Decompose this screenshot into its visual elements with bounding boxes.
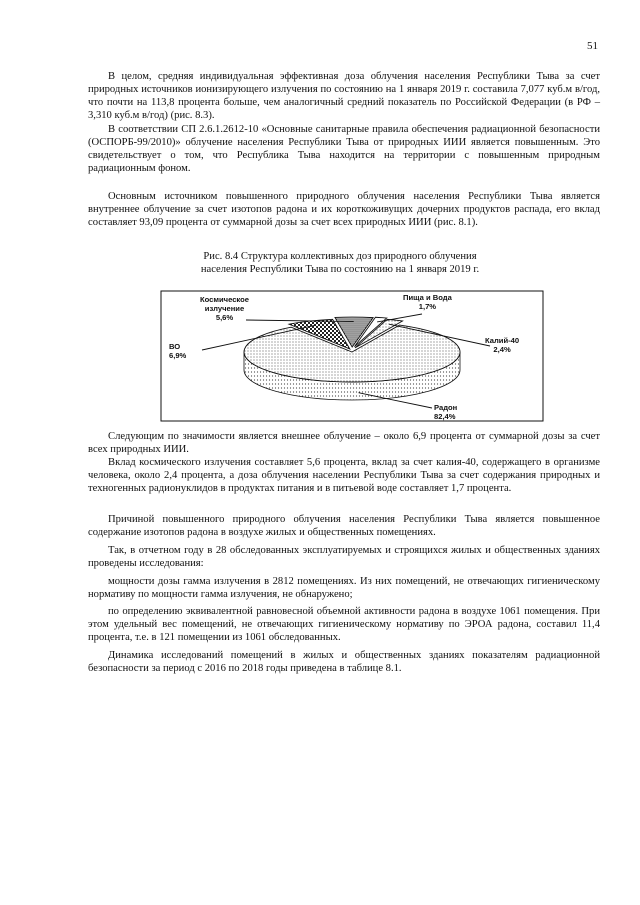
paragraph-contributions: Вклад космического излучения составляет 5,6 процента, вклад за счет калия-40, содержащего в организме человека, около 2,4 процента, а доза облучения населении Республики Тыва за счет содержания природных и техногенных радионуклидов в продуктах питания и в питьевой воде составляет 1,7 процента. (88, 457, 600, 494)
label-food-water: Пища и Вода 1,7% (403, 293, 452, 311)
page-number: 51 (587, 40, 598, 52)
figure-caption-line-2: населения Республики Тыва по состоянию на 1 января 2019 г. (200, 264, 480, 275)
paragraph-radon-source: Основным источником повышенного природного облучения населения Республики Тыва является внутреннее облучение за счет изотопов радона и их короткоживущих дочерних продуктов распада, его вклад составляет 93,09 процента от суммарной дозы за счет всех природных ИИИ (рис. 8.1). (88, 191, 600, 228)
label-potassium: Калий-40 2,4% (485, 336, 520, 354)
paragraph-cause: Причиной повышенного природного облучения населения Республики Тыва является повышенное содержание изотопов радона в воздухе жилых и общественных помещениях. (88, 514, 600, 538)
label-external: ВО 6,9% (169, 342, 187, 360)
figure-caption-line-1: Рис. 8.4 Структура коллективных доз природного облучения (203, 251, 477, 262)
paragraph-radon-eroa: по определению эквивалентной равновесной объемной активности радона в воздухе 1061 помещения. При этом удельный вес помещений, не отвечающих гигиеническому нормативу по ЭРОА радона, составил 11,4 процента, т.е. в 121 помещении из 1061 обследованных. (88, 606, 600, 643)
paragraph-gamma: мощности дозы гамма излучения в 2812 помещениях. Из них помещений, не отвечающих гигиеническому нормативу по мощности гамма излучения, не обнаружено; (88, 576, 600, 600)
figure-caption (130, 250, 550, 276)
pie-chart (160, 290, 544, 422)
paragraph-sanitary-rules: В соответствии СП 2.6.1.2612-10 «Основные санитарные правила обеспечения радиационной безопасности (ОСПОРБ-99/2010)» облучение населения Республики Тыва от природных ИИИ является повышенным. Это свидетельствует о том, что Республика Тыва находится на территории с повышенным природным радиационным фоном. (88, 124, 600, 174)
paragraph-average-dose: В целом, средняя индивидуальная эффективная доза облучения населения Республики Тыва за счет природных источников ионизирующего излучения по состоянию на 1 января 2019 г. составила 7,077 куб.м в/год, что почти на 113,8 процента больше, чем аналогичный средний показатель по Российской Федерации (в РФ – 3,310 куб.м в/год) (рис. 8.3). (88, 71, 600, 121)
label-radon: Радон 82,4% (434, 403, 458, 421)
label-cosmic: Космическое излучение 5,6% (200, 295, 249, 322)
paragraph-buildings: Так, в отчетном году в 28 обследованных эксплуатируемых и строящихся жилых и общественных зданиях проведены исследования: (88, 545, 600, 569)
paragraph-dynamics: Динамика исследований помещений в жилых и общественных зданиях показателям радиационной безопасности за период с 2016 по 2018 годы приведена в таблице 8.1. (88, 650, 600, 674)
paragraph-external: Следующим по значимости является внешнее облучение – около 6,9 процента от суммарной дозы за счет всех природных ИИИ. (88, 431, 600, 455)
